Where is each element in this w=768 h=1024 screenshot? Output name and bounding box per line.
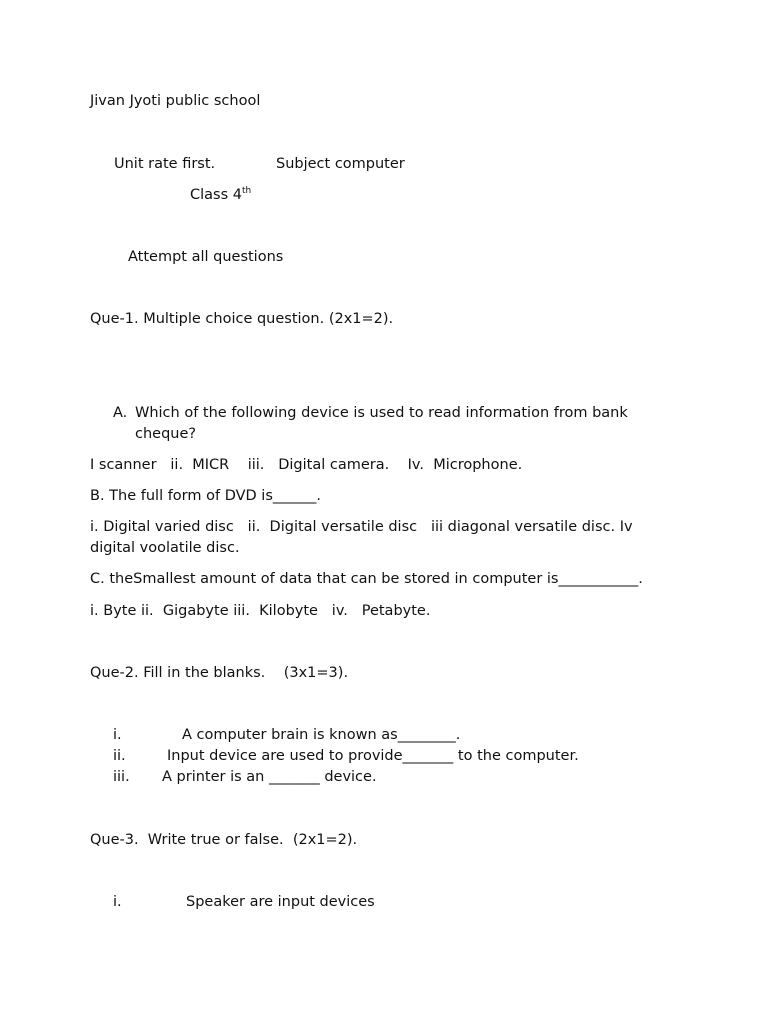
subject-label: Subject computer xyxy=(276,156,405,172)
q1-a-question-line2: cheque? xyxy=(135,426,197,442)
q2-item-2-text: Input device are used to provide_______ to the computer. xyxy=(167,748,579,764)
class-label xyxy=(190,185,251,206)
school-name: Jivan Jyoti public school xyxy=(90,93,261,109)
q1-b-options-line1: i. Digital varied disc ii. Digital versatile disc iii diagonal versatile disc. Iv xyxy=(90,519,633,535)
q3-item-1-num: i. xyxy=(113,894,122,910)
q1-a-marker: A. xyxy=(113,405,128,421)
q2-item-2-num: ii. xyxy=(113,748,126,764)
q2-item-1-num: i. xyxy=(113,727,122,743)
q2-heading: Que-2. Fill in the blanks. (3x1=3). xyxy=(90,665,349,681)
q1-a-question-line1: Which of the following device is used to read information from bank xyxy=(135,405,628,421)
q1-c-options: i. Byte ii. Gigabyte iii. Kilobyte iv. Petabyte. xyxy=(90,603,431,619)
q3-heading: Que-3. Write true or false. (2x1=2). xyxy=(90,832,358,848)
q1-heading: Que-1. Multiple choice question. (2x1=2). xyxy=(90,311,394,327)
q3-item-1-text: Speaker are input devices xyxy=(186,894,375,910)
q2-item-3-text: A printer is an _______ device. xyxy=(162,769,377,785)
q1-a-options: I scanner ii. MICR iii. Digital camera. Iv. Microphone. xyxy=(90,457,523,473)
q1-b-question: B. The full form of DVD is______. xyxy=(90,488,322,504)
q1-c-question: C. theSmallest amount of data that can be stored in computer is___________. xyxy=(90,571,643,587)
class-suffix: th xyxy=(241,186,252,196)
q2-item-1-text: A computer brain is known as________. xyxy=(182,727,461,743)
instruction: Attempt all questions xyxy=(128,249,284,265)
unit-label: Unit rate first. xyxy=(114,156,216,172)
class-text: Class 4 xyxy=(190,187,242,203)
q2-item-3-num: iii. xyxy=(113,769,130,785)
q1-b-options-line2: digital voolatile disc. xyxy=(90,540,240,556)
